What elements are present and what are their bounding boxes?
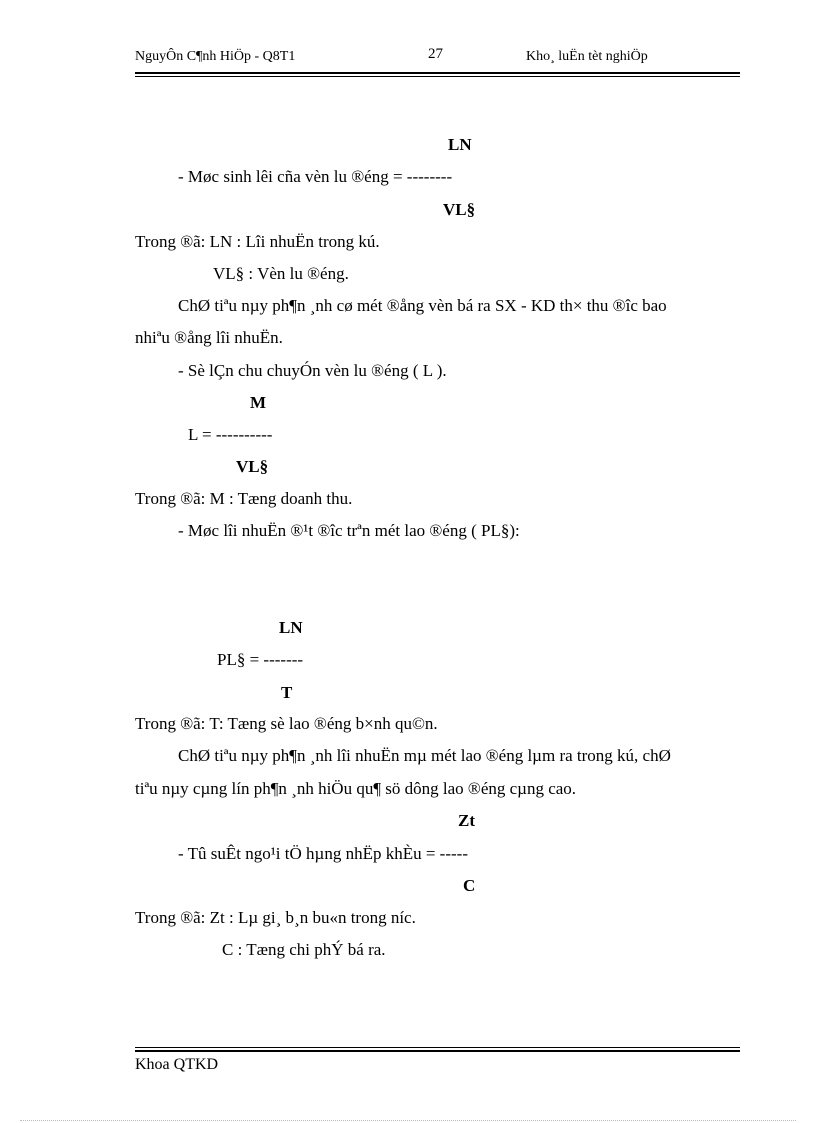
formula2-numerator: M <box>250 393 267 412</box>
formula3-numerator: LN <box>279 618 303 637</box>
header-rule-thin <box>135 76 740 77</box>
formula4-numerator: Zt <box>458 811 475 830</box>
section-so-lan-chu-chuyen: - Sè lÇn chu chuyÓn vèn lu ®éng ( L ). <box>178 361 447 380</box>
text-trong-do-1: Trong ®ã: LN : Lîi nhuËn trong kú. <box>135 232 380 251</box>
formula1-numerator: LN <box>448 135 472 154</box>
page-edge-dotted-line <box>20 1120 796 1121</box>
paragraph2-line1: ChØ tiªu nµy ph¶n ¸nh lîi nhuËn mµ mét lao ®éng lµm ra trong kú, chØ <box>178 746 671 765</box>
text-trong-do-3: Trong ®ã: T: Tæng sè lao ®éng b×nh qu©n. <box>135 714 438 733</box>
formula2-line: L = ---------- <box>188 425 273 444</box>
footer-rule-thin <box>135 1047 740 1048</box>
page-number: 27 <box>428 46 443 62</box>
formula4-denominator: C <box>463 876 476 895</box>
paragraph2-line2: tiªu nµy cµng lín ph¶n ¸nh hiÖu qu¶ sö dông lao ®éng cµng cao. <box>135 779 577 798</box>
paragraph1-line2: nhiªu ®ång lîi nhuËn. <box>135 328 283 347</box>
formula3-denominator: T <box>281 683 293 702</box>
header-author: NguyÔn C¶nh HiÖp - Q8T1 <box>135 49 296 64</box>
footer-rule-thick <box>135 1050 740 1052</box>
formula2-denominator: VL§ <box>236 457 269 476</box>
section-muc-loi-nhuan: - Møc lîi nhuËn ®¹t ®îc trªn mét lao ®éng ( PL§): <box>178 521 520 540</box>
text-c-definition: C : Tæng chi phÝ bá ra. <box>222 940 386 959</box>
text-vld-definition: VL§ : Vèn lu ®éng. <box>213 264 349 283</box>
formula1-line: - Møc sinh lêi cña vèn lu ®éng = -------- <box>178 167 453 186</box>
formula1-denominator: VL§ <box>443 200 476 219</box>
text-trong-do-4: Trong ®ã: Zt : Lµ gi¸ b¸n bu«n trong níc. <box>135 908 416 927</box>
formula3-line: PL§ = ------- <box>217 650 304 669</box>
header-title: Kho¸ luËn tèt nghiÖp <box>526 49 648 64</box>
formula4-line: - Tû suÊt ngo¹i tÖ hµng nhËp khÈu = ----- <box>178 844 468 863</box>
header-rule-thick <box>135 72 740 74</box>
paragraph1-line1: ChØ tiªu nµy ph¶n ¸nh cø mét ®ång vèn bá ra SX - KD th× thu ®îc bao <box>178 296 667 315</box>
footer-department: Khoa QTKD <box>135 1056 219 1073</box>
text-trong-do-2: Trong ®ã: M : Tæng doanh thu. <box>135 489 353 508</box>
